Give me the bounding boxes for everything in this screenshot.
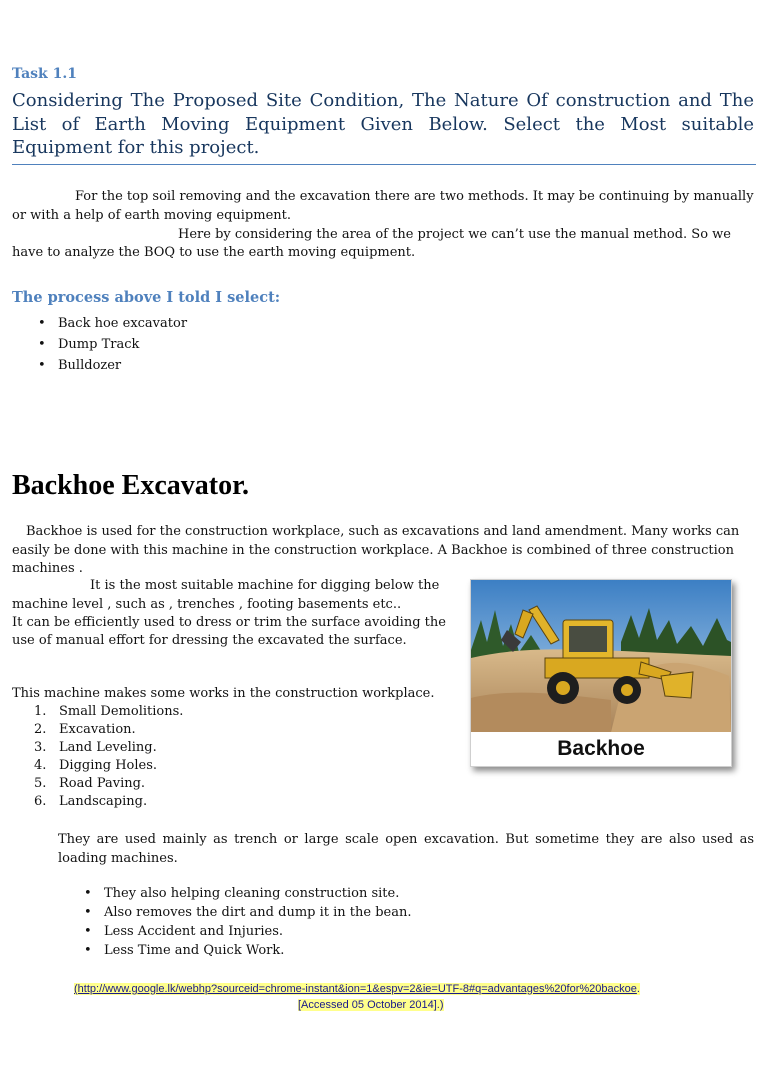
list-item: • Back hoe excavator [34, 313, 187, 334]
backhoe-illustration [471, 580, 731, 732]
reference-period: . [636, 983, 640, 995]
reference-accessed: [Accessed 05 October 2014].) [298, 999, 444, 1011]
backhoe-side-line-3: It can be efficiently used to dress or trim the surface avoiding the [12, 615, 446, 630]
item-text: Small Demolitions. [59, 704, 184, 719]
advantages-list [80, 884, 411, 960]
intro-line-4: have to analyze the BOQ to use the earth moving equipment. [12, 245, 416, 260]
item-number: 4. [34, 758, 47, 773]
reference-accessed-line [298, 993, 444, 1012]
list-item [34, 739, 183, 757]
heading-divider [12, 164, 756, 165]
backhoe-side-line-1: It is the most suitable machine for digging below the [90, 578, 440, 593]
task-heading: Considering The Proposed Site Condition, The Nature Of construction and The List of Earth Moving Equipment Given Below. Select the Most suitable Equipment for this project. [12, 90, 754, 158]
list-item: • Also removes the dirt and dump it in the bean. [80, 903, 411, 922]
item-text: Land Leveling. [59, 740, 157, 755]
list-item: • Less Accident and Injuries. [80, 922, 411, 941]
backhoe-desc-line-1: Backhoe is used for the construction workplace, such as excavations and land amendment. Many works can [26, 524, 740, 539]
selection-list [34, 313, 187, 376]
list-item: • Dump Track [34, 334, 187, 355]
item-text: Road Paving. [59, 776, 146, 791]
backhoe-side-line-4: use of manual effort for dressing the excavated the surface. [12, 633, 407, 648]
list-item: • Bulldozer [34, 355, 187, 376]
item-number: 2. [34, 722, 47, 737]
backhoe-desc-line-2: easily be done with this machine in the construction workplace. A Backhoe is combined of three construction [12, 543, 734, 558]
list-item [34, 757, 183, 775]
item-text: Excavation. [59, 722, 136, 737]
works-list [34, 703, 183, 811]
selection-heading: The process above I told I select: [12, 289, 281, 306]
intro-line-3: Here by considering the area of the project we can’t use the manual method. So we [178, 227, 731, 242]
backhoe-title: Backhoe Excavator. [12, 470, 249, 501]
backhoe-photo [470, 579, 732, 767]
list-item [34, 775, 183, 793]
task-label: Task 1.1 [12, 66, 77, 82]
list-item: • They also helping cleaning construction site. [80, 884, 411, 903]
item-text: Digging Holes. [59, 758, 158, 773]
intro-line-1: For the top soil removing and the excavation there are two methods. It may be continuing by manually [75, 189, 754, 204]
photo-caption: Backhoe [471, 732, 731, 766]
item-text: Landscaping. [59, 794, 148, 809]
works-intro: This machine makes some works in the construction workplace. [12, 686, 435, 701]
item-number: 3. [34, 740, 47, 755]
intro-line-2: or with a help of earth moving equipment. [12, 208, 292, 223]
backhoe-side-line-2: machine level , such as , trenches , footing basements etc.. [12, 597, 402, 612]
list-item: • Less Time and Quick Work. [80, 941, 411, 960]
backhoe-desc-line-3: machines . [12, 561, 83, 576]
reference-link[interactable]: (http://www.google.lk/webhp?sourceid=chrome-instant&ion=1&espv=2&ie=UTF-8#q=advantages%20for%20backoe [74, 983, 637, 995]
list-item [34, 793, 183, 811]
item-number: 6. [34, 794, 47, 809]
list-item [34, 703, 183, 721]
item-number: 1. [34, 704, 47, 719]
list-item [34, 721, 183, 739]
item-number: 5. [34, 776, 47, 791]
usage-paragraph: They are used mainly as trench or large scale open excavation. But sometime they are also used as loading machines. [58, 832, 754, 866]
